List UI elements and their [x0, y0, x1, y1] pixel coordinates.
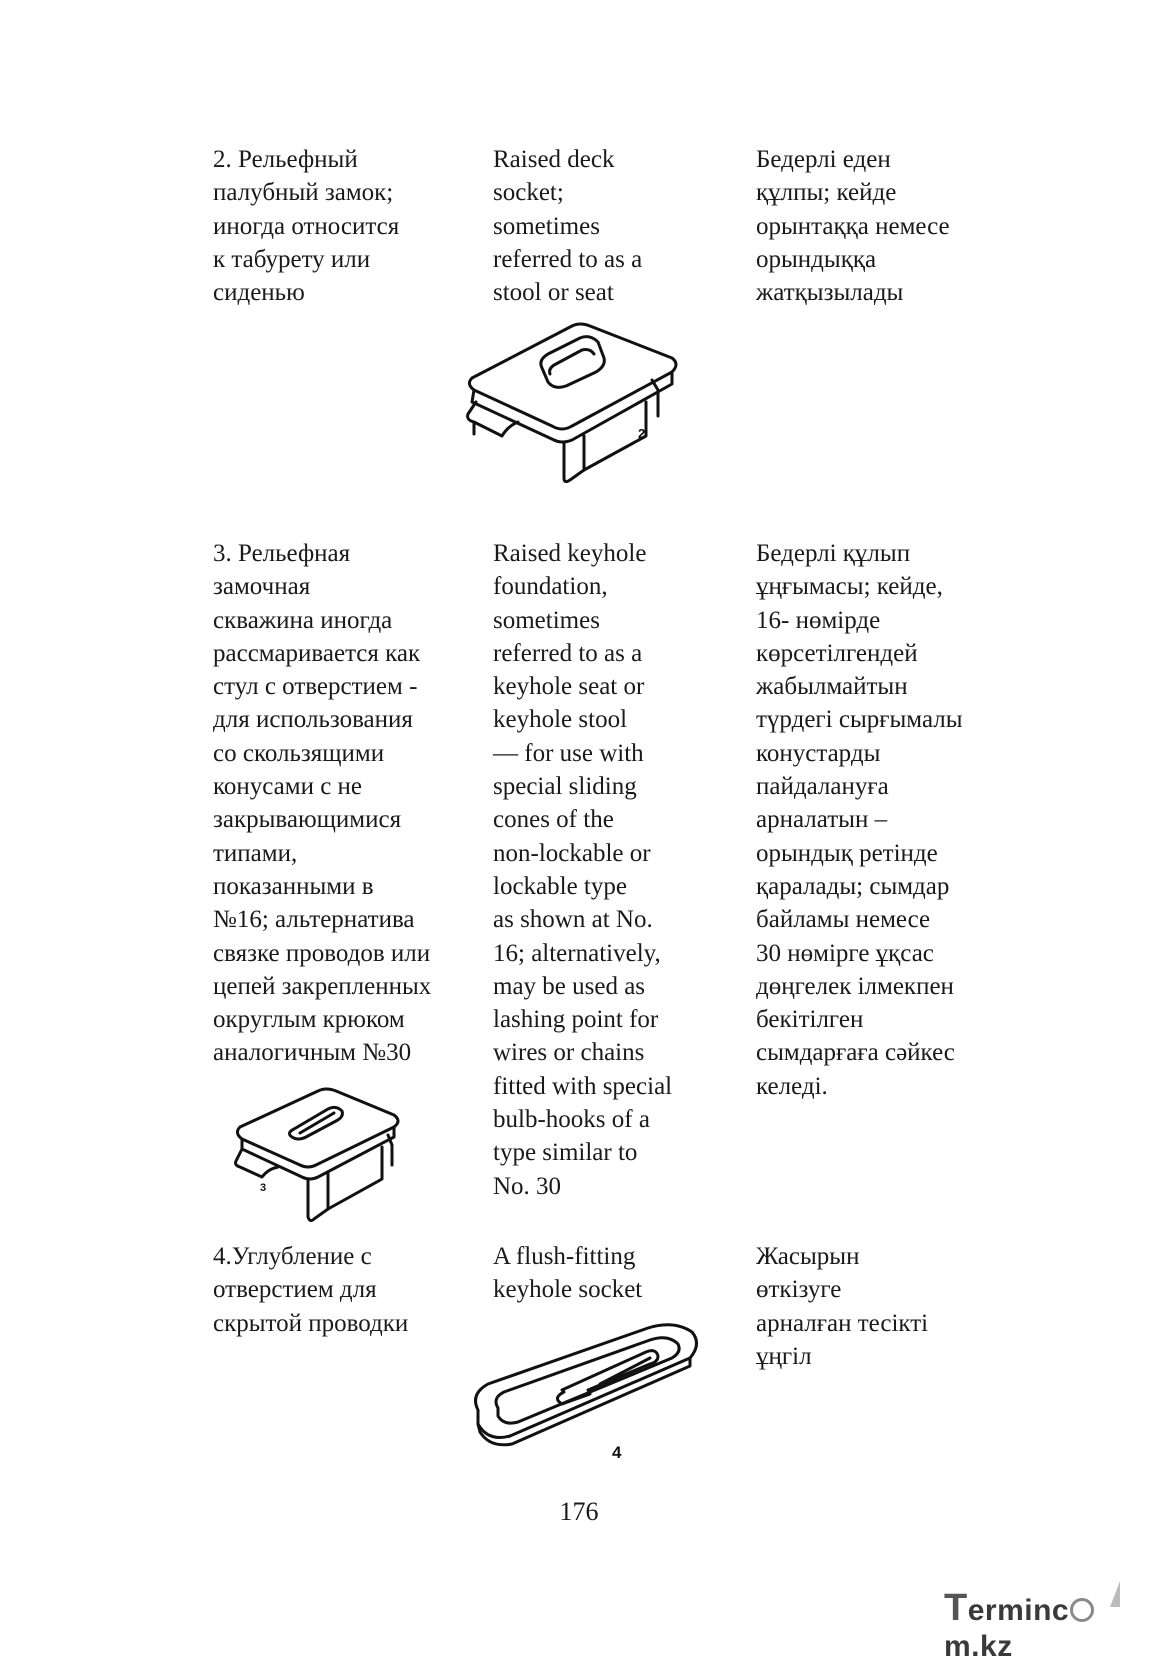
logo-text-start: erminc	[967, 1594, 1070, 1627]
figure-4-label: 4	[612, 1443, 622, 1462]
logo-ring-icon	[1070, 1598, 1094, 1622]
entry-2-russian-text: 2. Рельефный палубный замок; иногда относится к табурету или сиденью	[213, 146, 400, 307]
logo-text-end: m.kz	[944, 1630, 1013, 1663]
entry-4-russian-text: 4.Углубление с отверстием для скрытой проводки	[213, 1243, 409, 1337]
figure-2-label: 2	[638, 426, 646, 441]
raised-keyhole-foundation-illustration	[232, 1085, 412, 1235]
page-number: 176	[559, 1497, 599, 1526]
figure-3-label: 3	[260, 1182, 267, 1194]
entry-2-kazakh-text: Бедерлі еден құлпы; кейде орынтаққа немесе орындыққа жатқызылады	[756, 146, 950, 307]
terminkom-logo	[944, 1587, 1158, 1664]
entry-3-english-text: Raised keyhole foundation, sometimes referred to as a keyhole seat or keyhole stool — for use with special sliding cones of the non-lockable or lockable type as shown at No. 16; alternatively, may be used as lashing point for wires or chains fitted with special bulb-hooks of a type similar to No. 30	[493, 540, 673, 1200]
entry-2-english-text: Raised deck socket; sometimes referred to as a stool or seat	[493, 146, 643, 307]
logo-sail-icon	[1110, 1581, 1120, 1607]
entry-3-kazakh-text: Бедерлі құлып ұңғымасы; кейде, 16- нөмірде көрсетілгендей жабылмайтын түрдегі сырғымалы конустарды пайдалануға арналатын – орындық ретінде қаралады; сымдар байламы немесе 30 нөмірге ұқсас дөңгелек ілмекпен бекітілген сымдарғаға сәйкес келеді.	[756, 540, 963, 1100]
entry-4-kazakh-text: Жасырын өткізуге арналған тесікті ұңгіл	[756, 1243, 929, 1370]
flush-fitting-keyhole-socket-illustration	[470, 1318, 710, 1468]
entry-3-russian-text: 3. Рельефная замочная скважина иногда рассмаривается как стул с отверстием - для использования со скользящими конусами с не закрывающимися типами, показанными в №16; альтернатива связке проводов или цепей закрепленных округлым крюком аналогичным №30	[213, 540, 432, 1067]
logo-initial: T	[944, 1587, 968, 1629]
entry-4-english-text: A flush-fitting keyhole socket	[493, 1243, 643, 1304]
raised-deck-socket-illustration	[462, 318, 692, 488]
